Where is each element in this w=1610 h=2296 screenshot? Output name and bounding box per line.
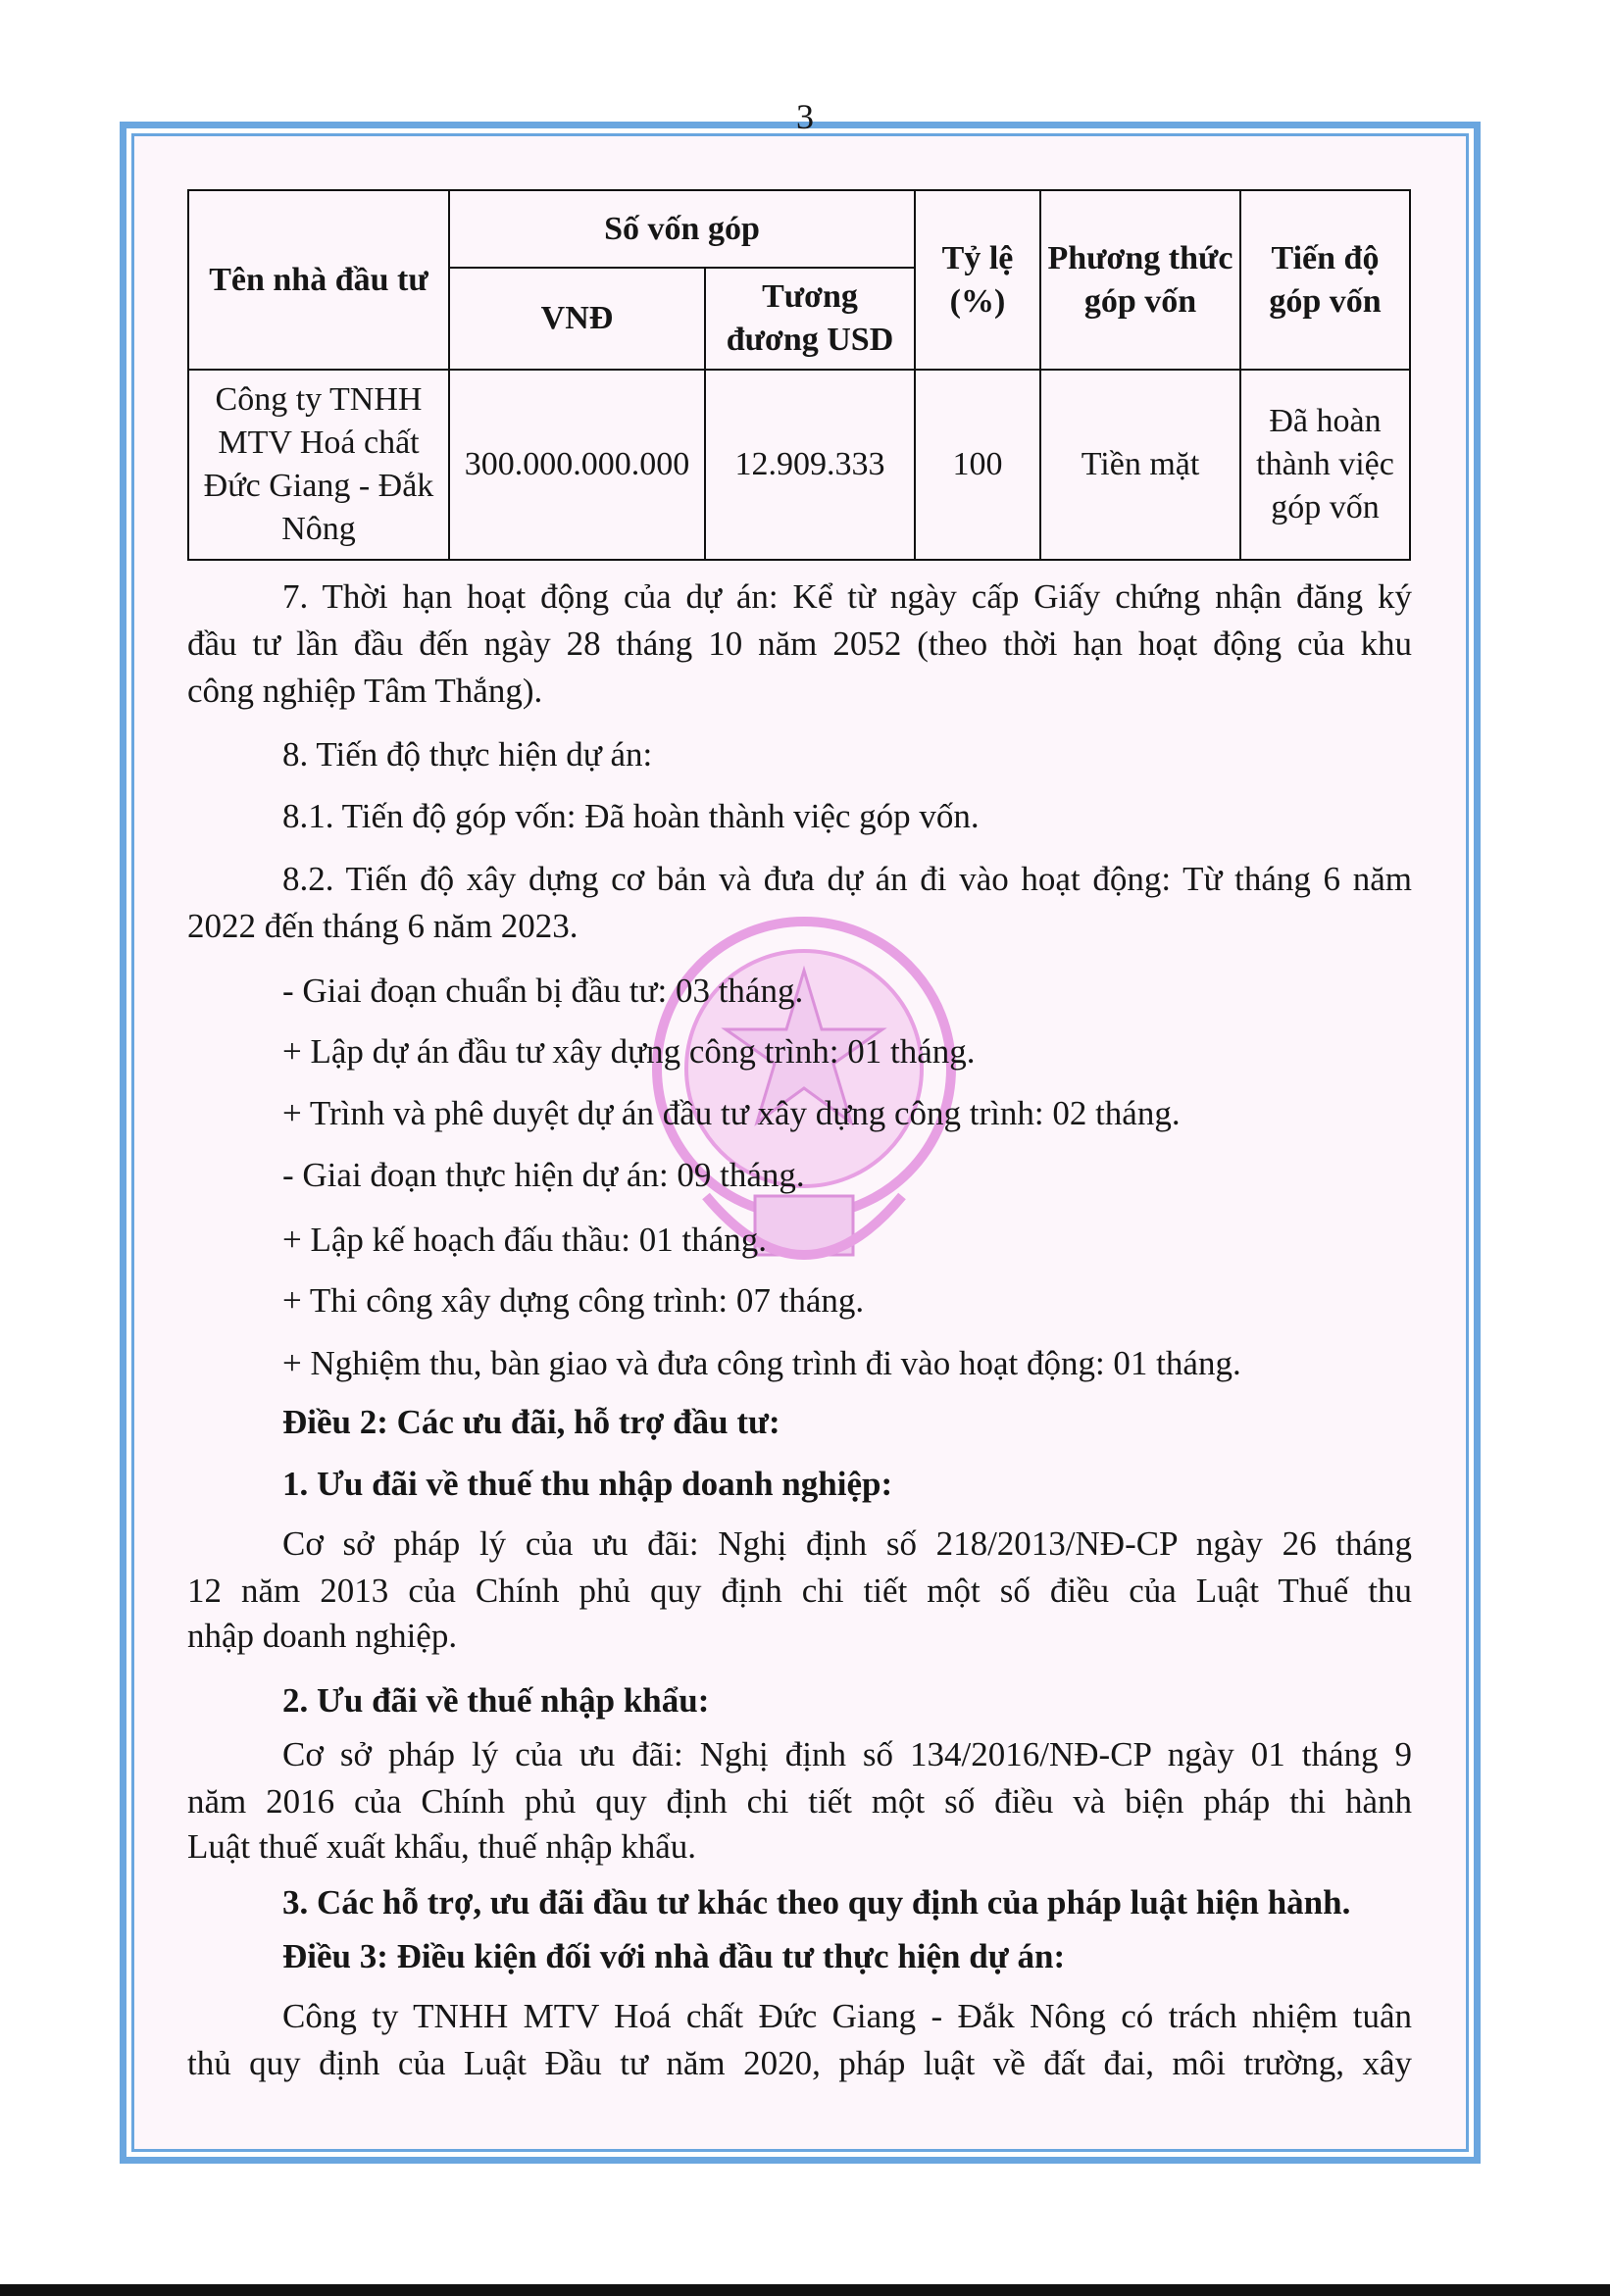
text-line: đầu tư lần đầu đến ngày 28 tháng 10 năm 2052 (theo thời hạn hoạt động của khu [187, 624, 1412, 663]
list-item: + Nghiệm thu, bàn giao và đưa công trình đi vào hoạt động: 01 tháng. [282, 1344, 1241, 1382]
section-heading: 3. Các hỗ trợ, ưu đãi đầu tư khác theo quy định của pháp luật hiện hành. [282, 1883, 1351, 1922]
scan-edge [0, 2284, 1610, 2296]
header-method: Phương thức góp vốn [1040, 190, 1240, 370]
text-line: 2022 đến tháng 6 năm 2023. [187, 907, 579, 945]
text-line: 7. Thời hạn hoạt động của dự án: Kể từ ngày cấp Giấy chứng nhận đăng ký [282, 577, 1412, 616]
section-heading: 1. Ưu đãi về thuế thu nhập doanh nghiệp: [282, 1465, 893, 1503]
text-line: thủ quy định của Luật Đầu tư năm 2020, pháp luật về đất đai, môi trường, xây [187, 2044, 1412, 2082]
header-progress: Tiến độ góp vốn [1240, 190, 1410, 370]
header-investor: Tên nhà đầu tư [188, 190, 449, 370]
list-item: - Giai đoạn chuẩn bị đầu tư: 03 tháng. [282, 972, 804, 1010]
list-item: + Lập dự án đầu tư xây dựng công trình: 01 tháng. [282, 1032, 976, 1071]
text-line: Cơ sở pháp lý của ưu đãi: Nghị định số 218/2013/NĐ-CP ngày 26 tháng [282, 1524, 1412, 1563]
cell-vnd: 300.000.000.000 [449, 370, 705, 560]
header-vnd: VNĐ [449, 268, 705, 370]
header-usd: Tương đương USD [705, 268, 915, 370]
cell-investor: Công ty TNHH MTV Hoá chất Đức Giang - Đắk Nông [188, 370, 449, 560]
article-heading: Điều 2: Các ưu đãi, hỗ trợ đầu tư: [282, 1403, 780, 1441]
page-number: 3 [796, 97, 814, 136]
text-line: 8.1. Tiến độ góp vốn: Đã hoàn thành việc góp vốn. [282, 797, 980, 835]
cell-progress: Đã hoàn thành việc góp vốn [1240, 370, 1410, 560]
cell-ratio: 100 [915, 370, 1040, 560]
table-row [188, 370, 1410, 560]
text-line: năm 2016 của Chính phủ quy định chi tiết một số điều và biện pháp thi hành [187, 1782, 1412, 1821]
text-line: công nghiệp Tâm Thắng). [187, 672, 543, 710]
text-line: Luật thuế xuất khẩu, thuế nhập khẩu. [187, 1827, 697, 1866]
text-line: Công ty TNHH MTV Hoá chất Đức Giang - Đắk Nông có trách nhiệm tuân [282, 1997, 1412, 2035]
cell-method: Tiền mặt [1040, 370, 1240, 560]
section-heading: 2. Ưu đãi về thuế nhập khẩu: [282, 1681, 710, 1720]
list-item: + Lập kế hoạch đấu thầu: 01 tháng. [282, 1221, 768, 1259]
text-line: 8.2. Tiến độ xây dựng cơ bản và đưa dự án đi vào hoạt động: Từ tháng 6 năm [282, 860, 1412, 898]
text-line: nhập doanh nghiệp. [187, 1617, 458, 1655]
list-item: + Trình và phê duyệt dự án đầu tư xây dựng công trình: 02 tháng. [282, 1094, 1181, 1132]
text-line: Cơ sở pháp lý của ưu đãi: Nghị định số 134/2016/NĐ-CP ngày 01 tháng 9 [282, 1735, 1412, 1773]
list-item: + Thi công xây dựng công trình: 07 tháng. [282, 1281, 865, 1320]
article-heading: Điều 3: Điều kiện đối với nhà đầu tư thực hiện dự án: [282, 1937, 1066, 1975]
cell-usd: 12.909.333 [705, 370, 915, 560]
header-capital: Số vốn góp [449, 190, 915, 268]
header-ratio: Tỷ lệ (%) [915, 190, 1040, 370]
section-heading: 8. Tiến độ thực hiện dự án: [282, 735, 653, 774]
text-line: 12 năm 2013 của Chính phủ quy định chi tiết một số điều của Luật Thuế thu [187, 1572, 1412, 1610]
capital-contribution-table [187, 189, 1411, 561]
list-item: - Giai đoạn thực hiện dự án: 09 tháng. [282, 1156, 805, 1194]
